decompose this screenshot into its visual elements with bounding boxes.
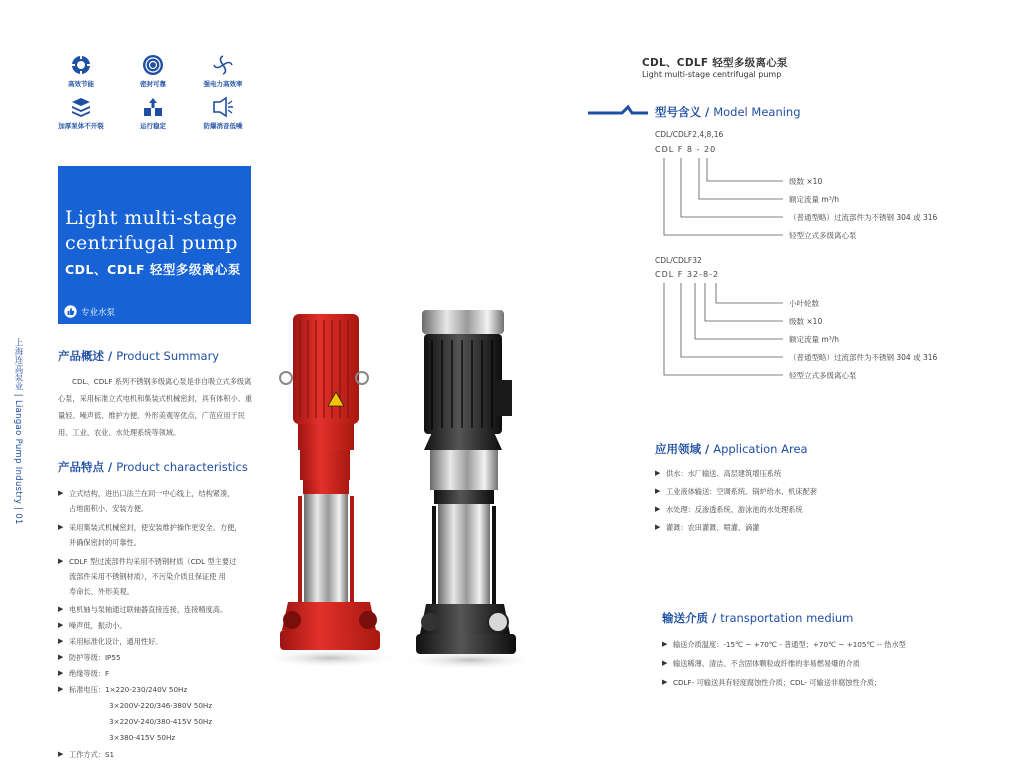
feature-thick-body [46,96,116,130]
application-heading: 应用领域 / Application Area [655,442,808,456]
bullet-triangle-icon: ▶ [58,557,64,565]
model-1-label: 额定流量 m³/h [789,195,839,204]
list-item: ▶ 采用标准化设计，通用性好。 [58,637,163,646]
muffler-icon [212,96,234,118]
bullet-triangle-icon: ▶ [655,523,661,531]
model-2-label: 额定流量 m³/h [789,335,839,344]
list-item: ▶ 电机轴与泵轴通过联轴器直接连接，连接精度高。 [58,605,228,614]
bullet-triangle-icon: ▶ [655,469,661,477]
thumbs-up-icon [64,305,77,318]
energy-saving-gear-icon [70,54,92,76]
model-meaning-heading: 型号含义 / Model Meaning [655,105,801,119]
model-1-label: （普通型略）过流部件为不锈钢 304 或 316 [789,213,938,222]
list-item: ▶ 输送稀薄、清洁、不含固体颗粒或纤维的非易燃易爆的介质 [662,659,860,668]
list-item: ▶ 立式结构，进出口法兰在同一中心线上，结构紧凑， [58,489,235,498]
list-item: ▶ CDLF 型过流部件均采用不锈钢材质（CDL 型主要过 [58,557,237,566]
model-2-header: CDL/CDLF32 [655,256,702,265]
feature-seal [118,54,188,88]
right-page-title-cn: CDL、CDLF 轻型多级离心泵 [642,57,788,69]
model-1-leader-lines [655,156,795,240]
impeller-swirl-icon [212,54,234,76]
summary-heading: 产品概述 / Product Summary [58,349,220,363]
list-item: 3×220V-240/380-415V 50Hz [109,717,213,726]
bullet-triangle-icon: ▶ [58,523,64,531]
feature-power [188,54,258,88]
list-item: ▶ 工作方式：S1 [58,750,115,759]
summary-text: CDL、CDLF 系列不锈钢多级离心泵是非自吸立式多级离心泵，采用标准立式电机和集装式机械密封，具有体积小、重量轻、噪声低、维护方便、外形美观等优点，广范应用于民用、工业、农业、水处理系统等领域。 [58,377,253,437]
characteristics-list [58,489,268,766]
list-item: ▶ 供水：水厂输送、高层建筑增压系统 [655,469,782,478]
feature-label: 强电力高效率 [203,80,243,88]
list-item: ▶ 采用集装式机械密封，使安装维护操作更安全、方便， [58,523,242,532]
bullet-triangle-icon: ▶ [58,669,64,677]
side-company-text: 上海连高泵业 | Liangao Pump Industry | 01 [13,338,23,525]
list-item: 3×200V-220/346-380V 50Hz [109,701,213,710]
list-item: 占地面积小、安装方便。 [69,504,149,513]
bullet-triangle-icon: ▶ [662,659,668,667]
feature-energy-saving [46,54,116,88]
model-2-label: 轻型立式多级离心泵 [789,371,857,380]
model-1-label: 轻型立式多级离心泵 [789,231,857,240]
feature-stable [118,96,188,130]
hero-banner [58,166,251,324]
medium-list [662,640,962,697]
list-item: ▶ 灌溉：农田灌溉、喷灌、滴灌 [655,523,760,532]
bullet-triangle-icon: ▶ [58,621,64,629]
model-1-label: 级数 ×10 [789,177,823,186]
bullet-triangle-icon: ▶ [58,653,64,661]
seal-ring-icon [142,54,164,76]
feature-label: 运行稳定 [140,122,166,130]
bullet-triangle-icon: ▶ [58,750,64,758]
feature-label: 高效节能 [68,80,94,88]
list-item: ▶ 水处理：反渗透系统、游泳池的水处理系统 [655,505,803,514]
feature-label: 密封可靠 [140,80,166,88]
feature-low-noise [188,96,258,130]
list-item: ▶ 噪声低，振动小。 [58,621,127,630]
model-1-code: CDL F 8 - 20 [655,145,717,154]
list-item: ▶ CDLF- 可输送具有轻度腐蚀性介质；CDL- 可输送非腐蚀性介质； [662,678,882,687]
model-2-label: 小叶轮数 [789,299,819,308]
bullet-triangle-icon: ▶ [58,489,64,497]
bullet-triangle-icon: ▶ [58,605,64,613]
list-item: ▶ 标准电压：1×220-230/240V 50Hz [58,685,188,694]
black-pump-image [400,310,540,670]
list-item: 并确保密封的可靠性。 [69,538,141,547]
list-item: 3×380-415V 50Hz [109,733,176,742]
heading-line-mark-icon [588,105,650,119]
feature-label: 防爆消音低噪 [203,122,243,130]
model-1-header: CDL/CDLF2,4,8,16 [655,130,724,139]
feature-label: 加厚泵体不开裂 [58,122,104,130]
model-2-leader-lines [655,281,795,377]
list-item: ▶ 输送介质温度：-15℃ ~ +70℃ - 普通型；+70℃ ~ +105℃ -- 热水型 [662,640,906,649]
list-item: ▶ 绝缘等级：F [58,669,110,678]
hero-title-cn: CDL、CDLF 轻型多级离心泵 [65,262,241,277]
model-2-label: （普通型略）过流部件为不锈钢 304 或 316 [789,353,938,362]
hero-title-en: Light multi-stage centrifugal pump [65,207,238,254]
bullet-triangle-icon: ▶ [662,678,668,686]
list-item: 流部件采用不锈钢材质），不污染介质且保证使 用 [69,572,226,581]
pump-product-photo [258,300,578,675]
model-2-code: CDL F 32-8-2 [655,270,720,279]
red-pump-image [260,314,400,668]
characteristics-heading: 产品特点 / Product characteristics [58,460,248,474]
list-item: 寿命长、外形美观。 [69,587,134,596]
hero-tagline: 专业水泵 [64,305,115,318]
stacked-layers-icon [70,96,92,118]
application-list [655,469,955,541]
medium-heading: 输送介质 / transportation medium [662,611,854,625]
bullet-triangle-icon: ▶ [662,640,668,648]
bullet-triangle-icon: ▶ [58,637,64,645]
model-2-label: 级数 ×10 [789,317,823,326]
bullet-triangle-icon: ▶ [655,487,661,495]
right-page-title-en: Light multi-stage centrifugal pump [642,70,782,79]
list-item: ▶ 工业液体输送：空调系统、锅炉给水、机床配套 [655,487,817,496]
bullet-triangle-icon: ▶ [58,685,64,693]
bullet-triangle-icon: ▶ [655,505,661,513]
flow-arrow-icon [142,96,164,118]
list-item: ▶ 防护等级：IP55 [58,653,121,662]
